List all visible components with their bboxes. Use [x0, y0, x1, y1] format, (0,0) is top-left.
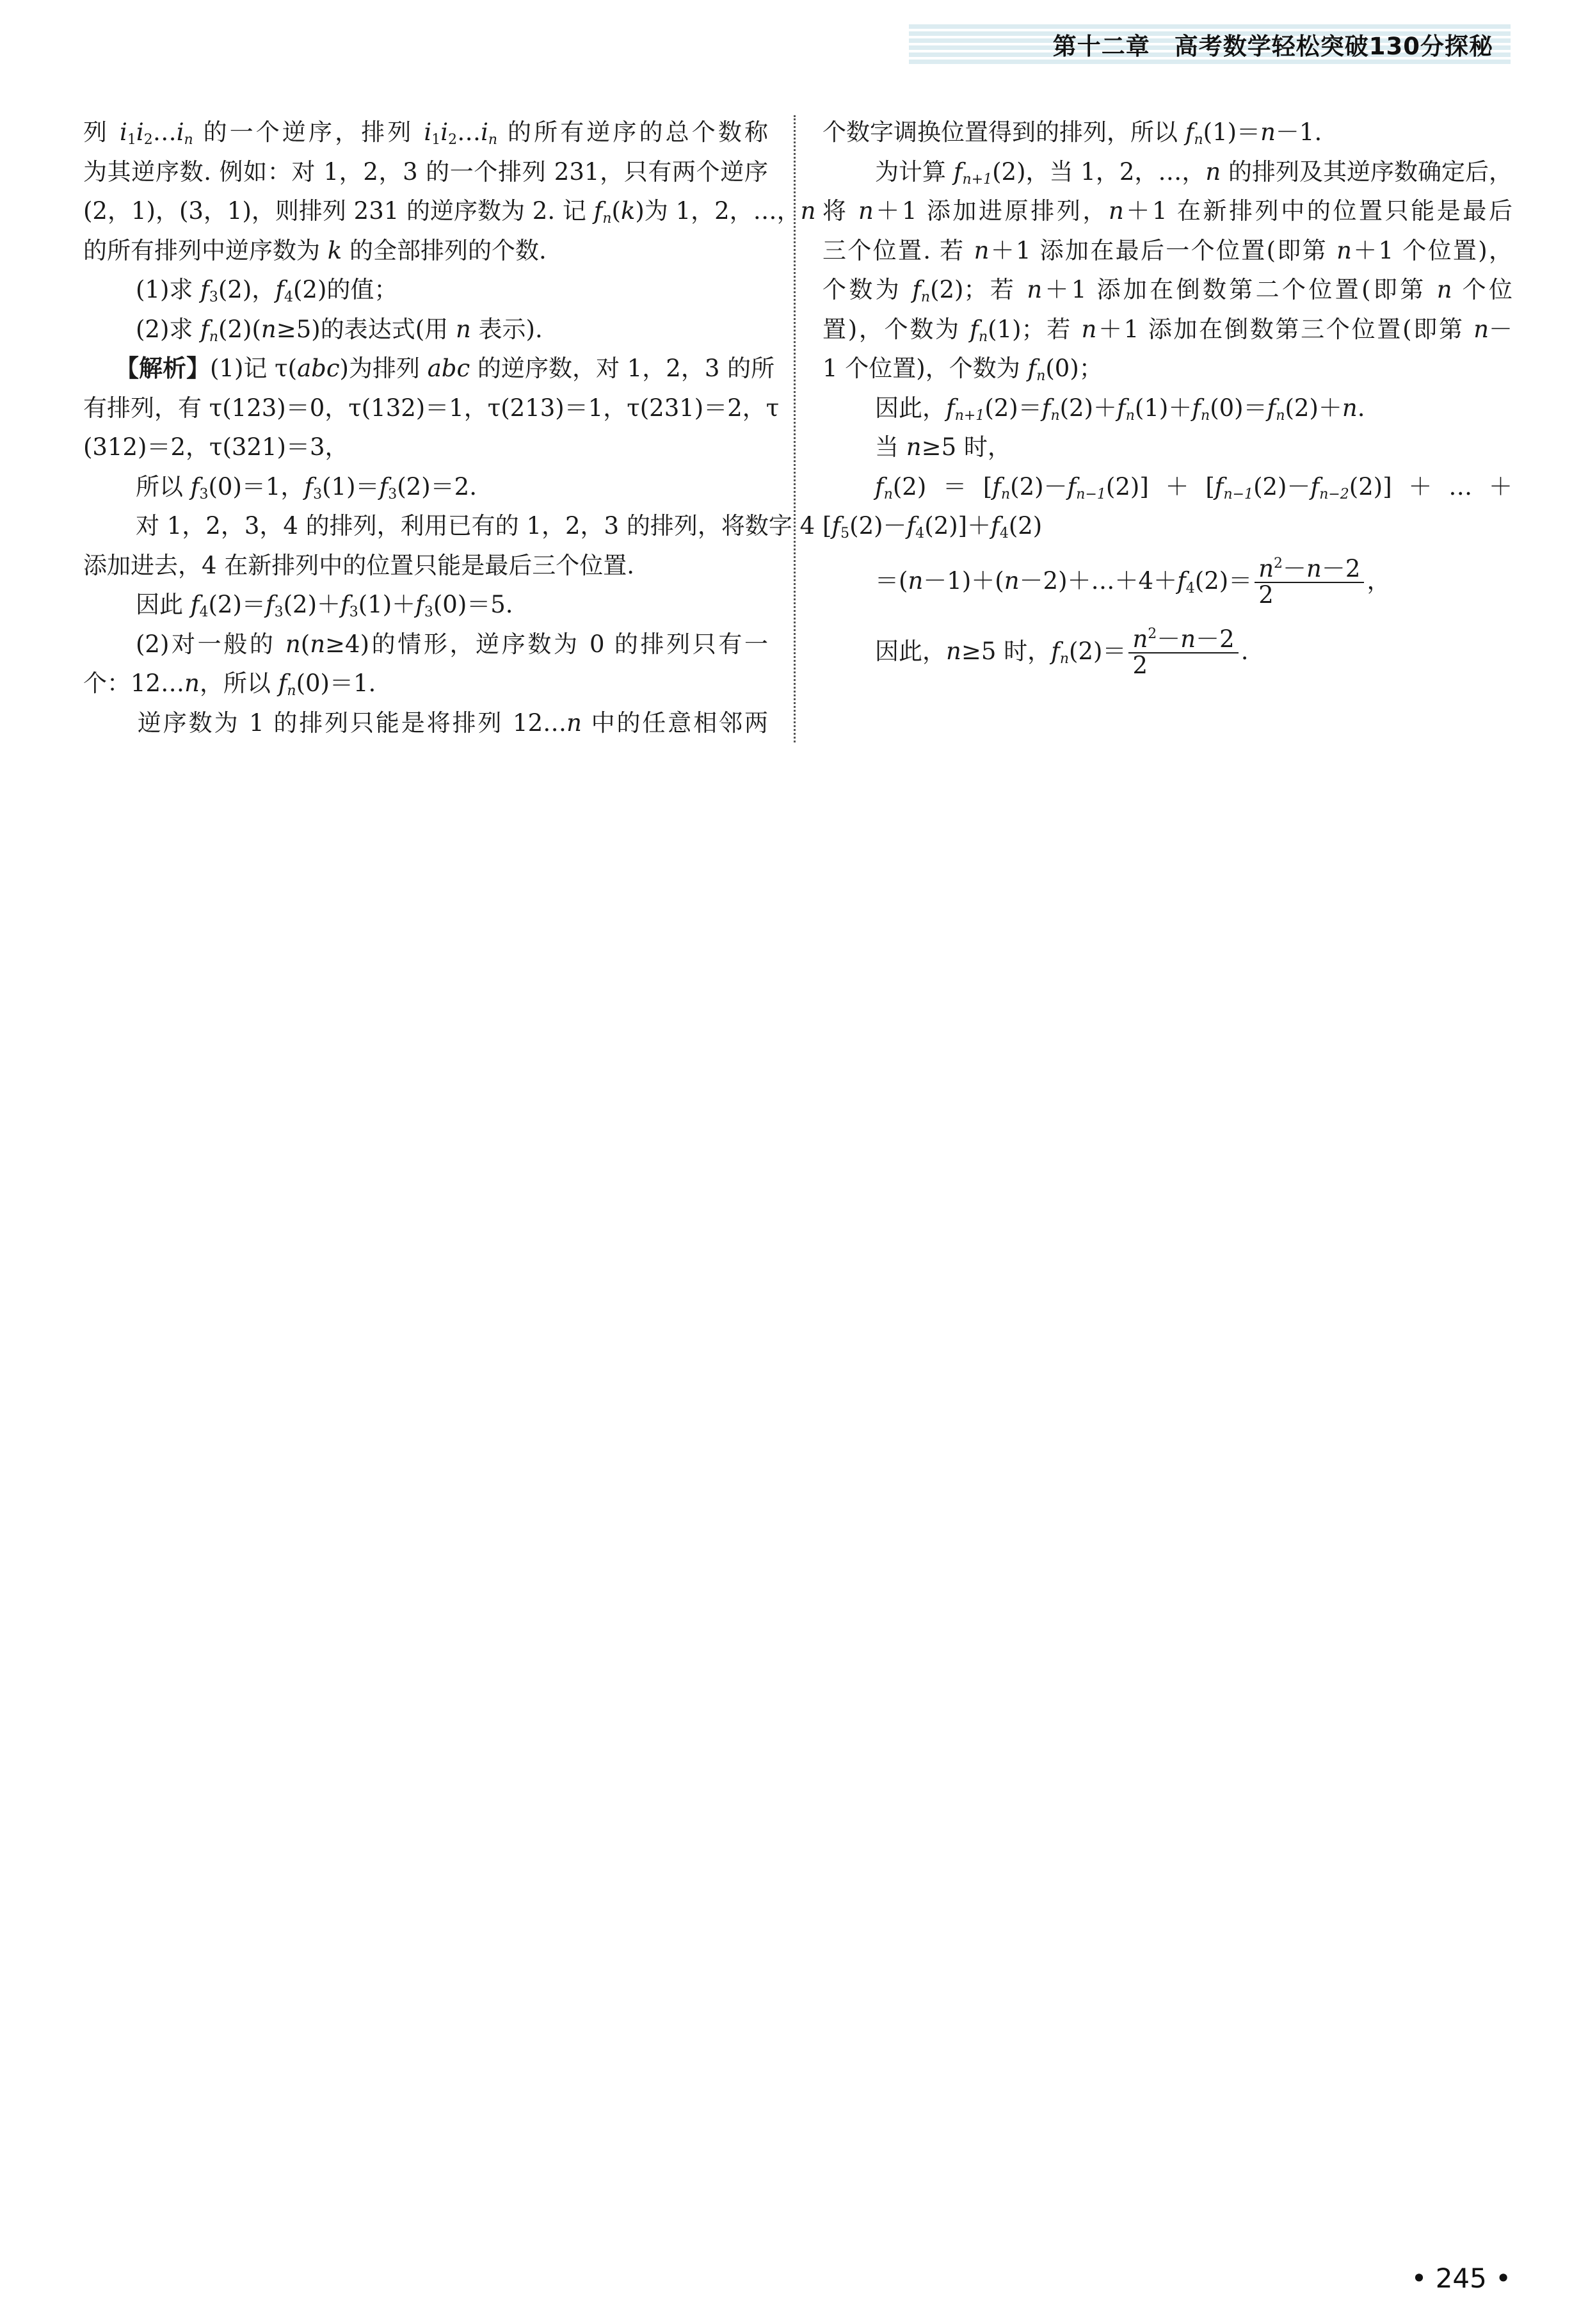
text-segment: i	[136, 118, 144, 146]
text-line	[83, 467, 768, 507]
text-segment: 3	[313, 486, 323, 502]
text-segment: ，	[1367, 566, 1391, 595]
text-segment: (2)对一般的	[136, 630, 285, 658]
text-segment: 三个位置. 若	[822, 236, 974, 264]
text-segment: 4	[999, 525, 1009, 541]
text-segment: ≥5 时，	[961, 637, 1052, 665]
text-segment: ＋1 个位置)，	[1351, 236, 1512, 264]
fraction	[1255, 557, 1364, 608]
right-column	[822, 113, 1512, 687]
text-segment: .	[1357, 394, 1365, 422]
text-segment: 4	[1185, 580, 1195, 597]
text-segment: (2)＋	[1059, 394, 1118, 422]
text-segment: n	[858, 197, 874, 225]
text-segment: n	[1306, 555, 1322, 583]
text-segment: f	[991, 512, 1000, 540]
text-segment: (0)＝1.	[296, 669, 376, 697]
text-segment: (2)＝[	[892, 472, 993, 501]
text-segment: (1)；若	[988, 315, 1082, 343]
text-segment: －2	[1196, 625, 1235, 653]
text-segment: 的排列及其逆序数确定后，	[1221, 157, 1513, 186]
text-line	[822, 310, 1512, 349]
text-segment: (0)＝5.	[433, 591, 513, 618]
text-segment: f	[304, 472, 314, 501]
text-segment: 置)，个数为	[822, 315, 970, 343]
text-segment: n	[287, 683, 296, 699]
text-segment: 3	[209, 289, 218, 305]
solution-start	[83, 349, 775, 389]
text-segment: 4	[199, 604, 209, 620]
question-1	[83, 270, 768, 310]
text-segment: abc	[427, 355, 470, 382]
text-segment: (2)(	[218, 315, 261, 343]
text-segment: 1	[431, 132, 441, 148]
text-segment: 2	[1132, 652, 1148, 679]
text-segment: f	[265, 591, 275, 618]
text-segment: n	[1258, 555, 1274, 583]
text-line	[83, 231, 768, 271]
text-segment: 所以	[136, 472, 191, 501]
text-segment: …	[457, 118, 481, 146]
text-line	[822, 231, 1512, 271]
text-segment: n	[566, 709, 582, 737]
text-segment: 3	[349, 604, 358, 620]
left-column	[83, 113, 816, 742]
text-segment: f	[190, 472, 200, 501]
text-segment: －	[1283, 555, 1307, 583]
text-segment: f	[875, 472, 884, 501]
text-segment: 有排列，有 τ(123)＝0，τ(132)＝1，τ(213)＝1，τ(231)＝2，τ	[83, 394, 780, 422]
text-segment: n	[184, 132, 193, 148]
text-segment: f	[912, 276, 921, 303]
text-segment: (2)－	[1010, 472, 1068, 501]
text-line	[83, 546, 768, 586]
text-segment: n	[1004, 566, 1020, 595]
text-segment: f	[1177, 566, 1186, 595]
text-segment: (0)＝1，	[208, 472, 305, 501]
text-segment: n	[1205, 157, 1221, 186]
text-segment: 逆序数为 1 的排列只能是将排列 12…	[136, 709, 567, 737]
text-line	[822, 389, 1512, 428]
text-segment: ≥5)的表达式(用	[276, 315, 456, 343]
text-line	[822, 152, 1512, 192]
text-segment: 2	[143, 132, 153, 148]
text-segment: (2)＝	[1194, 566, 1253, 595]
text-segment: k	[327, 236, 342, 264]
text-line	[83, 703, 768, 743]
text-segment: f	[1267, 394, 1276, 422]
text-segment: n	[1027, 276, 1043, 303]
text-segment: f	[1027, 355, 1037, 382]
text-line	[822, 428, 1512, 467]
text-segment: 因此	[136, 591, 191, 618]
text-segment: f	[906, 512, 916, 540]
text-segment: 对 1，2，3，4 的排列，利用已有的 1，2，3 的排列，将数字 4	[136, 512, 815, 540]
text-segment: n	[920, 289, 931, 305]
text-segment: 3	[274, 604, 284, 620]
text-line	[83, 389, 780, 428]
text-segment: f	[200, 315, 209, 343]
text-segment: n	[310, 630, 326, 658]
text-segment: (312)＝2，τ(321)＝3，	[83, 433, 349, 461]
text-segment: (0)＝	[1210, 394, 1267, 422]
text-line	[822, 113, 1512, 152]
text-segment: i	[176, 118, 184, 146]
text-segment: n	[883, 486, 893, 502]
text-segment: (2)]＋…＋	[1349, 472, 1512, 501]
text-segment: (2)＝2.	[397, 472, 477, 501]
equation-line	[822, 546, 1512, 616]
text-segment: 2	[1274, 556, 1283, 572]
text-segment: ≥5 时，	[921, 433, 1011, 461]
text-segment: )为排列	[339, 355, 428, 382]
text-segment: (2)求	[136, 315, 201, 343]
text-segment: n−1	[1076, 486, 1106, 502]
question-2	[83, 310, 768, 349]
text-segment: 的所有排列中逆序数为	[83, 236, 328, 264]
text-segment: n	[978, 328, 988, 345]
text-segment: n	[906, 433, 922, 461]
text-segment: －2)＋…＋4＋	[1019, 566, 1178, 595]
text-segment: n	[1336, 236, 1352, 264]
text-segment: (1)记 τ(	[210, 355, 298, 382]
text-segment: n	[1059, 650, 1070, 667]
text-segment: ＝(	[875, 566, 908, 595]
text-segment: 3	[388, 486, 397, 502]
text-segment: f	[1185, 118, 1194, 146]
text-segment: 1 个位置)，个数为	[822, 355, 1028, 382]
text-segment: ＋1 添加进原排列，	[873, 197, 1109, 225]
text-line	[83, 152, 768, 192]
text-segment: [	[822, 512, 832, 540]
text-segment: n	[1473, 315, 1489, 343]
equation-line	[822, 467, 1512, 507]
text-segment: f	[275, 276, 284, 303]
text-segment: (	[611, 197, 621, 225]
text-segment: ＋1 添加在倒数第三个位置(即第	[1096, 315, 1474, 343]
text-segment: 因此，	[875, 637, 946, 665]
text-segment: f	[1067, 472, 1077, 501]
text-segment: f	[1192, 394, 1201, 422]
text-segment: i	[424, 118, 432, 146]
text-segment: (2)＝	[1069, 637, 1127, 665]
text-segment: －	[1489, 315, 1513, 343]
equation-line	[822, 506, 1512, 546]
text-segment: n−1	[1223, 486, 1254, 502]
text-segment: －1.	[1275, 118, 1322, 146]
text-segment: i	[481, 118, 488, 146]
text-segment: ＋1 添加在最后一个位置(即第	[989, 236, 1337, 264]
text-segment: 的一个逆序，排列	[193, 118, 424, 146]
text-line	[83, 113, 768, 152]
text-segment: n	[488, 132, 498, 148]
text-segment: i	[120, 118, 127, 146]
text-segment: 将	[822, 197, 858, 225]
text-segment: 3	[424, 604, 433, 620]
text-segment: n	[209, 328, 219, 345]
text-line	[822, 270, 1512, 310]
text-segment: n	[1081, 315, 1097, 343]
text-line	[822, 349, 1512, 389]
text-segment: f	[379, 472, 389, 501]
text-segment: －	[1157, 625, 1181, 653]
text-segment: (1)＋	[358, 591, 416, 618]
text-segment: n	[602, 211, 612, 227]
text-segment: (2)－	[1253, 472, 1311, 501]
text-segment: f	[200, 276, 209, 303]
text-segment: n	[1260, 118, 1276, 146]
text-segment: (2)；若	[930, 276, 1027, 303]
text-segment: 中的任意相邻两	[581, 709, 768, 737]
text-segment: 2	[1148, 626, 1157, 643]
text-segment: 2	[448, 132, 458, 148]
text-segment: n	[974, 236, 990, 264]
text-segment: n	[1001, 486, 1011, 502]
text-segment: 的全部排列的个数.	[342, 236, 547, 264]
text-segment: 添加进去，4 在新排列中的位置只能是最后三个位置.	[83, 551, 635, 579]
text-segment: n	[184, 669, 200, 697]
book-title: 高考数学轻松突破130分探秘	[1174, 33, 1493, 60]
text-segment: 个数字调换位置得到的排列，所以	[822, 118, 1185, 146]
text-segment: 1	[127, 132, 136, 148]
text-segment: n	[1276, 407, 1285, 424]
text-segment: n	[1194, 132, 1203, 148]
text-segment: (1)＋	[1134, 394, 1192, 422]
text-segment: abc	[297, 355, 340, 382]
text-segment: f	[1051, 637, 1060, 665]
text-segment: n−2	[1319, 486, 1349, 502]
column-divider	[794, 115, 796, 742]
text-segment: .	[1240, 637, 1249, 665]
text-segment: 4	[915, 525, 925, 541]
text-segment: －1)＋(	[923, 566, 1004, 595]
equation-line	[822, 616, 1512, 687]
text-segment: f	[1041, 394, 1051, 422]
text-segment: (2)＝	[208, 591, 266, 618]
text-segment: 2	[1258, 581, 1274, 609]
text-segment: n	[1201, 407, 1210, 424]
text-segment: f	[1310, 472, 1320, 501]
text-segment: (2)，	[218, 276, 276, 303]
text-segment: n	[800, 197, 816, 225]
text-segment: 因此，	[875, 394, 946, 422]
text-segment: n	[261, 315, 277, 343]
text-segment: n	[1436, 276, 1452, 303]
text-line	[83, 664, 768, 703]
text-segment: 为计算	[875, 157, 954, 186]
text-segment: 表示).	[470, 315, 543, 343]
text-segment: i	[440, 118, 449, 146]
text-segment: 的逆序数，对 1，2，3 的所	[470, 355, 775, 382]
text-line	[83, 506, 815, 546]
text-segment: f	[278, 669, 287, 697]
text-segment: (2)	[1008, 512, 1043, 540]
text-segment: f	[946, 394, 955, 422]
fraction	[1128, 627, 1238, 678]
text-segment: n+1	[954, 407, 985, 424]
text-segment: f	[953, 157, 963, 186]
text-segment: n	[908, 566, 924, 595]
text-segment: (2)＝	[984, 394, 1042, 422]
text-segment: 为其逆序数. 例如：对 1，2，3 的一个排列 231，只有两个逆序	[83, 157, 768, 186]
text-segment: n	[1125, 407, 1135, 424]
text-line	[822, 191, 1512, 231]
text-segment: n	[1342, 394, 1358, 422]
text-segment: 的所有逆序的总个数称	[497, 118, 769, 146]
text-segment: f	[1117, 394, 1126, 422]
text-segment: ＋1 在新排列中的位置只能是最后	[1123, 197, 1512, 225]
text-segment: (	[300, 630, 310, 658]
text-segment: n	[1050, 407, 1060, 424]
text-segment: n	[1109, 197, 1124, 225]
text-segment: n+1	[962, 171, 993, 188]
text-segment: f	[593, 197, 603, 225]
text-segment: (2)＋	[1285, 394, 1342, 422]
text-segment: (2)]＋[	[1105, 472, 1215, 501]
text-segment: 个位	[1452, 276, 1513, 303]
text-segment: (1)＝	[1203, 118, 1261, 146]
text-segment: f	[992, 472, 1001, 501]
text-line	[83, 585, 768, 625]
text-segment: (1)＝	[322, 472, 380, 501]
text-segment: n	[946, 637, 961, 665]
text-segment: 个数为	[822, 276, 913, 303]
text-segment: (2，1)，(3，1)，则排列 231 的逆序数为 2. 记	[83, 197, 594, 225]
text-segment: (0)；	[1045, 355, 1103, 382]
page-number: • 245 •	[1411, 2263, 1511, 2294]
text-segment: n	[1180, 625, 1196, 653]
text-segment: 5	[840, 525, 850, 541]
text-segment: (2)]＋	[924, 512, 991, 540]
text-segment: 列	[83, 118, 120, 146]
text-segment: f	[970, 315, 979, 343]
text-segment: (2)的值；	[293, 276, 398, 303]
text-segment: 4	[284, 289, 293, 305]
text-segment: －2	[1321, 555, 1361, 583]
solution-label: 【解析】	[115, 355, 210, 382]
text-segment: f	[831, 512, 841, 540]
text-segment: 3	[199, 486, 209, 502]
text-segment: f	[341, 591, 349, 618]
text-segment: (2)，当 1，2，…，	[992, 157, 1206, 186]
text-segment: f	[1214, 472, 1224, 501]
text-segment: f	[190, 591, 200, 618]
text-segment: (1)求	[136, 276, 201, 303]
running-header	[1053, 27, 1493, 61]
chapter-label: 第十二章	[1052, 33, 1150, 60]
text-segment: f	[415, 591, 424, 618]
text-line	[83, 428, 768, 467]
text-segment: (2)－	[849, 512, 907, 540]
text-segment: n	[1132, 625, 1148, 653]
text-segment: n	[455, 315, 471, 343]
text-segment: ，所以	[199, 669, 278, 697]
text-segment: (2)＋	[283, 591, 341, 618]
text-line	[83, 191, 816, 231]
text-segment: )为 1，2，…，	[635, 197, 801, 225]
text-segment: n	[1036, 368, 1046, 384]
text-segment: k	[620, 197, 636, 225]
text-line	[83, 625, 768, 664]
text-segment: ≥4)的情形，逆序数为 0 的排列只有一	[325, 630, 769, 658]
text-segment: n	[285, 630, 301, 658]
text-segment: 当	[875, 433, 906, 461]
text-segment: …	[152, 118, 177, 146]
text-segment: 个：12…	[83, 669, 185, 697]
text-segment: ＋1 添加在倒数第二个位置(即第	[1042, 276, 1437, 303]
